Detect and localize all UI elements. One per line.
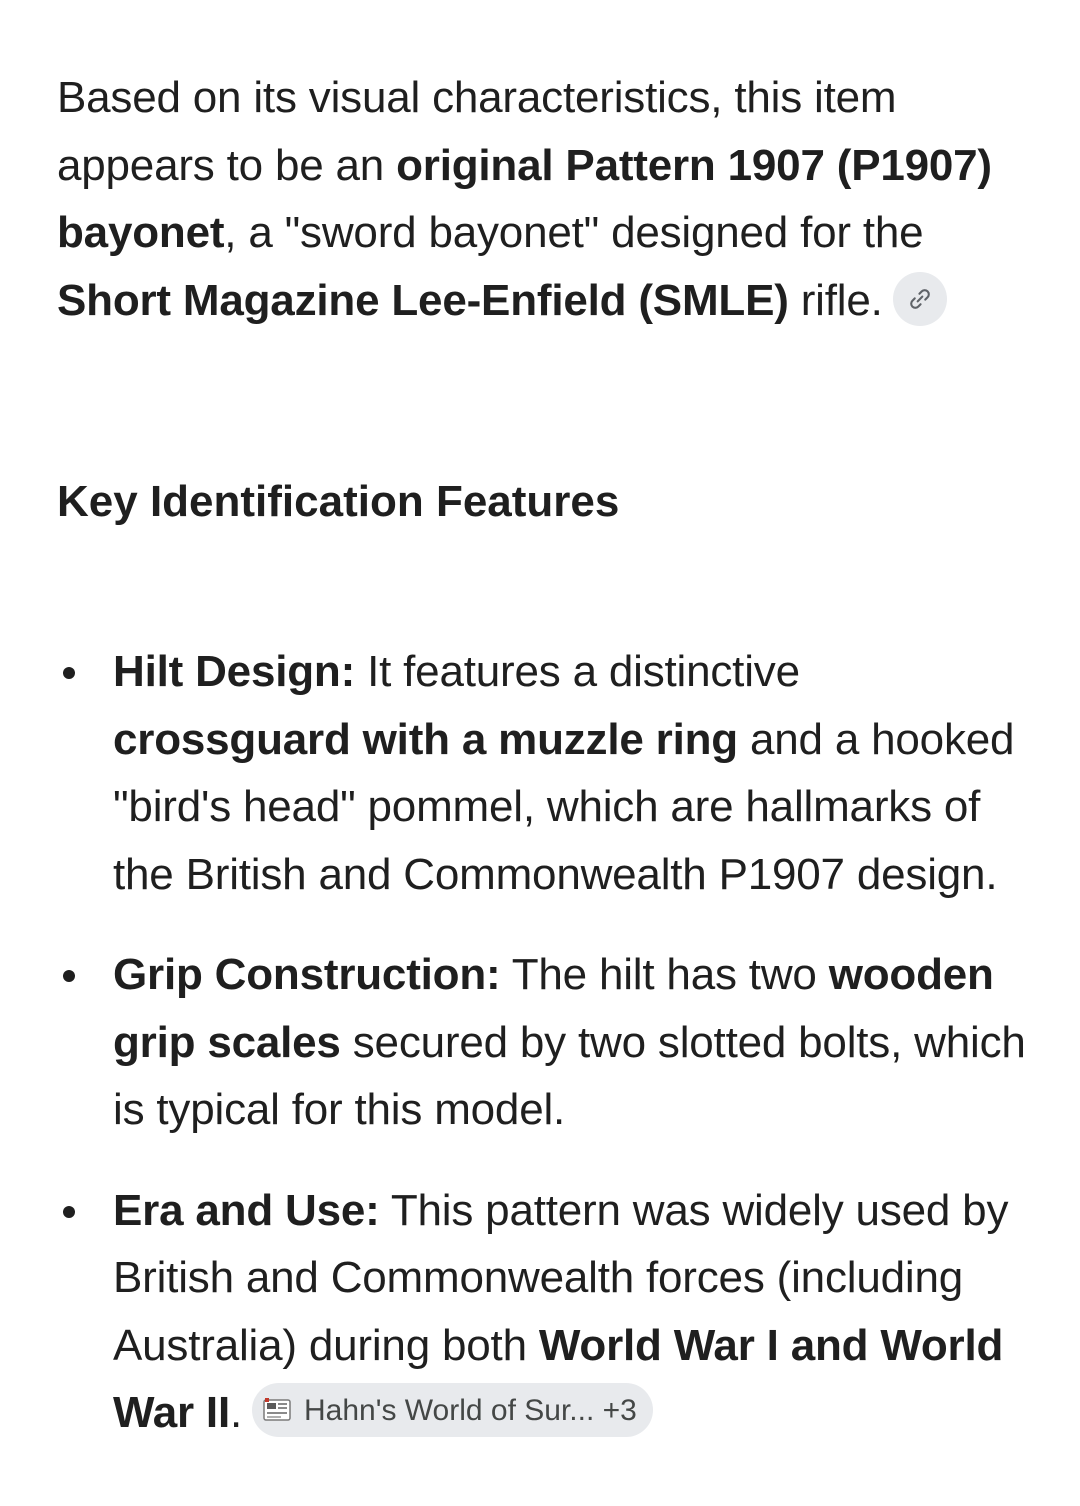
bullet-text: This pattern was widely used by British and Commonwealth forces (including Australia) during both: [113, 1185, 1009, 1370]
bullet-text: and a hooked "bird's head" pommel, which are hallmarks of the British and Commonwealth P1907 design.: [113, 714, 1015, 899]
bullet-bold: crossguard with a muzzle ring: [113, 714, 738, 764]
bullet-text: .: [229, 1388, 242, 1437]
intro-text-1: Based on its visual characteristics, this item appears to be an: [57, 73, 897, 190]
bullet-label: Hilt Design:: [113, 647, 356, 696]
intro-text-3: rifle.: [788, 275, 883, 325]
response-content: [57, 64, 1027, 1437]
bullet-label: Grip Construction:: [113, 950, 501, 999]
intro-bold-2: Short Magazine Lee-Enfield (SMLE): [57, 275, 789, 325]
bullet-text: The hilt has two: [500, 950, 829, 999]
intro-text-2: , a "sword bayonet" designed for the: [224, 208, 924, 257]
site-favicon-icon: [262, 1395, 292, 1425]
bullet-dot: [63, 667, 75, 679]
bullet-bold: wooden grip scales: [113, 950, 994, 1067]
bullet-label: Era and Use:: [113, 1185, 380, 1235]
list-item: [57, 1177, 1027, 1447]
bullet-dot: [63, 970, 75, 982]
bullet-dot: [63, 1206, 75, 1218]
list-item: [57, 638, 1027, 908]
link-icon: [906, 285, 934, 313]
features-list: [57, 638, 1027, 1447]
source-link-chip[interactable]: [893, 272, 947, 326]
bullet-text: It features a distinctive: [355, 647, 800, 696]
list-item: [57, 941, 1027, 1144]
source-citation-chip[interactable]: [252, 1383, 653, 1437]
intro-paragraph: [57, 64, 1027, 334]
source-chip-label: Hahn's World of Sur... +3: [304, 1393, 637, 1427]
bullet-text: secured by two slotted bolts, which is typical for this model.: [113, 1017, 1026, 1134]
intro-bold-1: original Pattern 1907 (P1907) bayonet: [57, 140, 992, 257]
section-heading: Key Identification Features: [57, 477, 620, 526]
bullet-bold: World War I and World War II: [113, 1320, 1004, 1437]
